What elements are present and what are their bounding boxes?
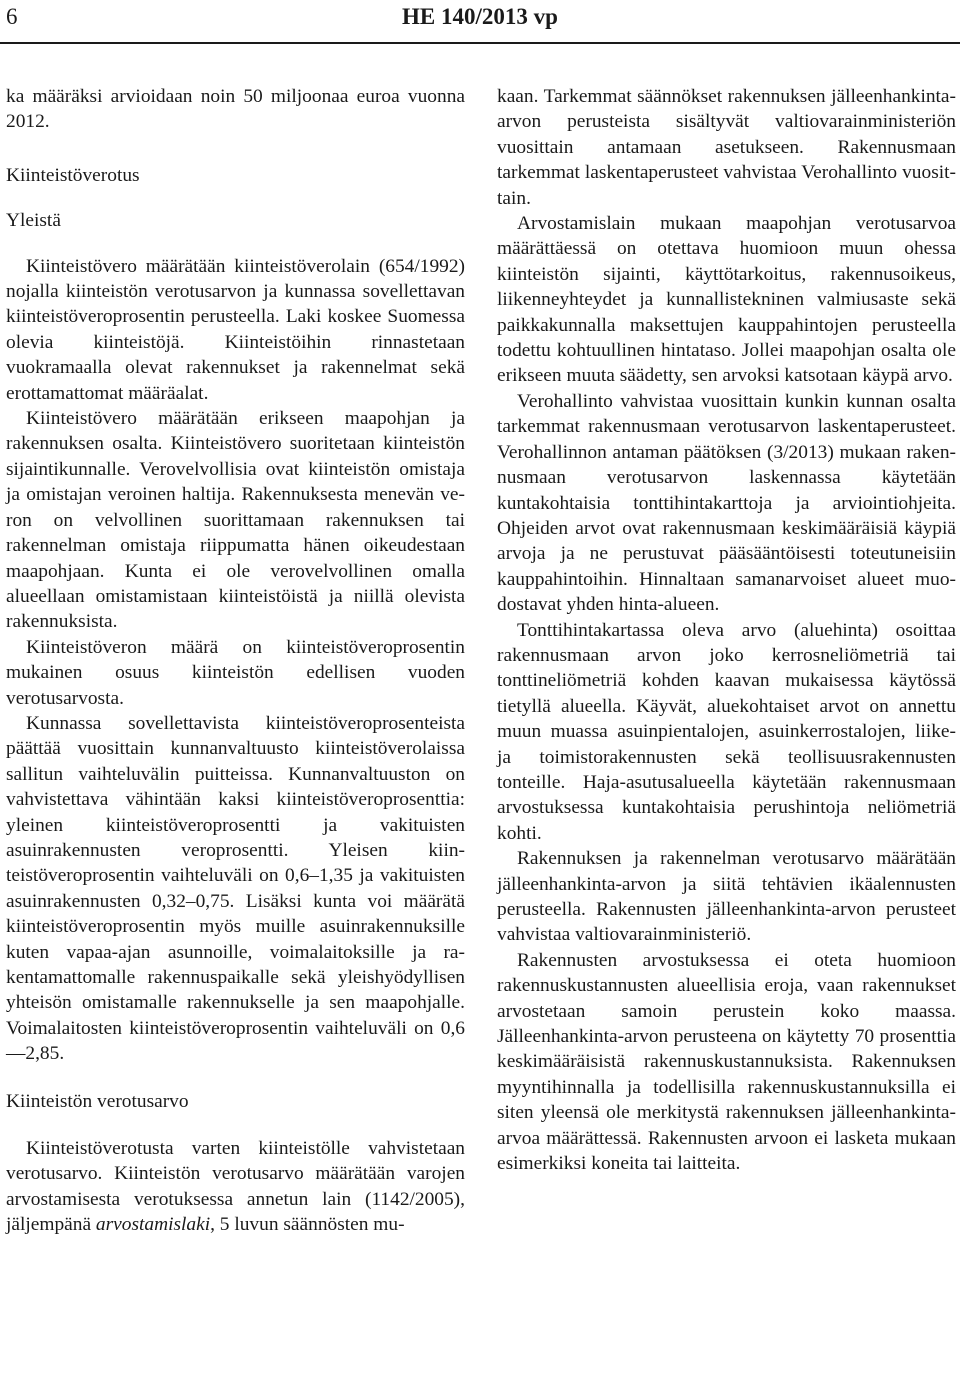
paragraph: Verohallinto vahvistaa vuosittain kunkin kunnan osalta tarkemmat rakennusmaan verotusarvon laskentaperusteet. Verohallinnon antaman päätöksen (3/2013) mukaan rakennusmaan verotusarvon laskennassa käytetään kuntakohtaisia tonttihintakarttoja ja arviointiohjeita. Ohjeiden arvot ovat rakennusmaan keskimääräisiä käypiä arvoja ja ne perustuvat pääsääntöisesti toteutuneisiin kauppahintoihin. Hinnaltaan samanarvoiset alueet muodostavat yhden hinta-alueen. bbox=[497, 390, 956, 616]
paragraph: Kunnassa sovellettavista kiinteistöveroprosenteista päättää vuosittain kunnanvaltuusto kiinteistöverolaissa sallitun vaihteluvälin puitteissa. Kunnanvaltuuston on vahvistettava vähintään kaksi kiinteistöveroprosenttia: yleinen kiinteistöveroprosentti ja vakituisten asuinrakennusten veroprosentti. Yleisen kiinteistöveroprosentin vaihteluväli on 0,6–1,35 ja vakituisten asuinrakennusten 0,32–0,75. Lisäksi kunta voi määrätä kiinteistöveroprosentin myös muille asuinrakennuksille kuten vapaa-ajan asunnoille, voimalaitoksille ja rakentamattomalle rakennuspaikalle sekä yleishyödyllisen yhteisön omistamalle rakennukselle ja sen maapohjalle. Voimalaitosten kiinteistöveroprosentin vaihteluväli on 0,6—2,85. bbox=[6, 712, 465, 1065]
paragraph: Rakennusten arvostuksessa ei oteta huomioon rakennuskustannusten alueellisia eroja, vaan rakennukset arvostetaan samoin perustein koko maassa. Jälleenhankinta-arvon perusteena on käytetty 70 prosenttia keskimääräisistä rakennuskustannuksista. Rakennuksen myyntihinnalla ja todellisilla rakennuskustannuksilla ei siten yleensä ole merkitystä rakennuksen jälleenhankinta-arvoa määrättessä. Rakennusten arvoon ei lasketa mukaan esimerkiksi koneita tai laitteita. bbox=[497, 949, 956, 1175]
paragraph: Tonttihintakartassa oleva arvo (aluehinta) osoittaa rakennusmaan arvon joko kerrosneliömetriä tai tonttineliömetriä kohden kaavan mukaisessa käytössä tietyllä alueella. Käyvät, aluekohtaiset arvot on annettu muun muassa asuinpientalojen, asuinkerrostalojen, liike- ja toimistorakennusten sekä teollisuusrakennusten tonteille. Haja-asutusalueella käytetään rakennusmaan arvostuksessa kuntakohtaisia perushintoja neliömetriä kohti. bbox=[497, 619, 956, 844]
italic-term: arvostamislaki bbox=[95, 1214, 211, 1236]
paragraph bbox=[6, 1136, 465, 1238]
section-heading: Kiinteistöverotus bbox=[6, 164, 140, 186]
paragraph: Kiinteistövero määrätään erikseen maapohjan ja rakennuksen osalta. Kiinteistövero suoritetaan kiinteistön sijaintikunnalle. Verovelvollisia ovat kiinteistön omistaja ja omistajan veroinen haltija. Rakennuksesta menevän veron on velvollinen suorittamaan rakennuksen tai rakennelman omistaja riippumatta hänen oikeudestaan maapohjaan. Kunta ei ole verovelvollinen omalla alueellaan omistamistaan kiinteistöistä ja niillä olevista rakennuksista. bbox=[6, 408, 465, 633]
paragraph: Arvostamislain mukaan maapohjan verotusarvoa määrättäessä on otettava huomioon muun ohessa kiinteistön sijainti, käyttötarkoitus, rakennusoikeus, liikenneyhteydet ja kunnallistekninen valmiusaste sekä paikkakunnalla maksettujen kauppahintojen perusteella todettu kohtuullinen hintataso. Jollei maapohjan osalta ole erikseen muuta säädetty, sen arvoksi katsotaan käypä arvo. bbox=[497, 213, 956, 387]
left-column bbox=[6, 84, 465, 1238]
continued-paragraph: kaan. Tarkemmat säännökset rakennuksen jälleenhankinta-arvon perusteista sisältyvät valtiovarainministeriön vuosittain antamaan asetukseen. Rakennusmaan tarkemmat laskentaperusteet vahvistaa Verohallinto vuosittain. bbox=[497, 86, 956, 209]
page-number: 6 bbox=[6, 4, 18, 29]
paragraph-text: Kiinteistöverotusta varten kiinteistölle vahvistetaan verotusarvo. Kiinteistön verotusarvo määrätään varojen arvostamisesta verotuksessa annetun lain (1142/2005), jäljempänä bbox=[6, 1138, 465, 1236]
intro-paragraph: ka määräksi arvioidaan noin 50 miljoonaa euroa vuonna 2012. bbox=[6, 86, 465, 133]
header-rule bbox=[0, 42, 960, 44]
subsection-heading: Yleistä bbox=[6, 210, 61, 232]
right-column bbox=[497, 84, 956, 1176]
page-header bbox=[0, 0, 960, 40]
paragraph-text: , 5 luvun säännösten mu- bbox=[210, 1214, 405, 1236]
paragraph: Kiinteistöveron määrä on kiinteistöveroprosentin mukainen osuus kiinteistön edellisen vuoden verotusarvosta. bbox=[6, 636, 465, 709]
paragraph: Rakennuksen ja rakennelman verotusarvo määrätään jälleenhankinta-arvon ja siitä tehtävien ikäalennusten perusteella. Rakennusten jälleenhankinta-arvon perusteet vahvistaa valtiovarainministeriö. bbox=[497, 848, 956, 946]
paragraph: Kiinteistövero määrätään kiinteistöverolain (654/1992) nojalla kiinteistön verotusarvon ja kunnassa sovellettavan kiinteistöveroprosentin perusteella. Laki koskee Suomessa olevia kiinteistöjä. Kiinteistöihin rinnastetaan vuokramaalla olevat rakennukset ja rakennelmat sekä erottamattomat määräalat. bbox=[6, 255, 465, 404]
document-id: HE 140/2013 vp bbox=[402, 4, 558, 29]
subsection-heading: Kiinteistön verotusarvo bbox=[6, 1090, 189, 1112]
